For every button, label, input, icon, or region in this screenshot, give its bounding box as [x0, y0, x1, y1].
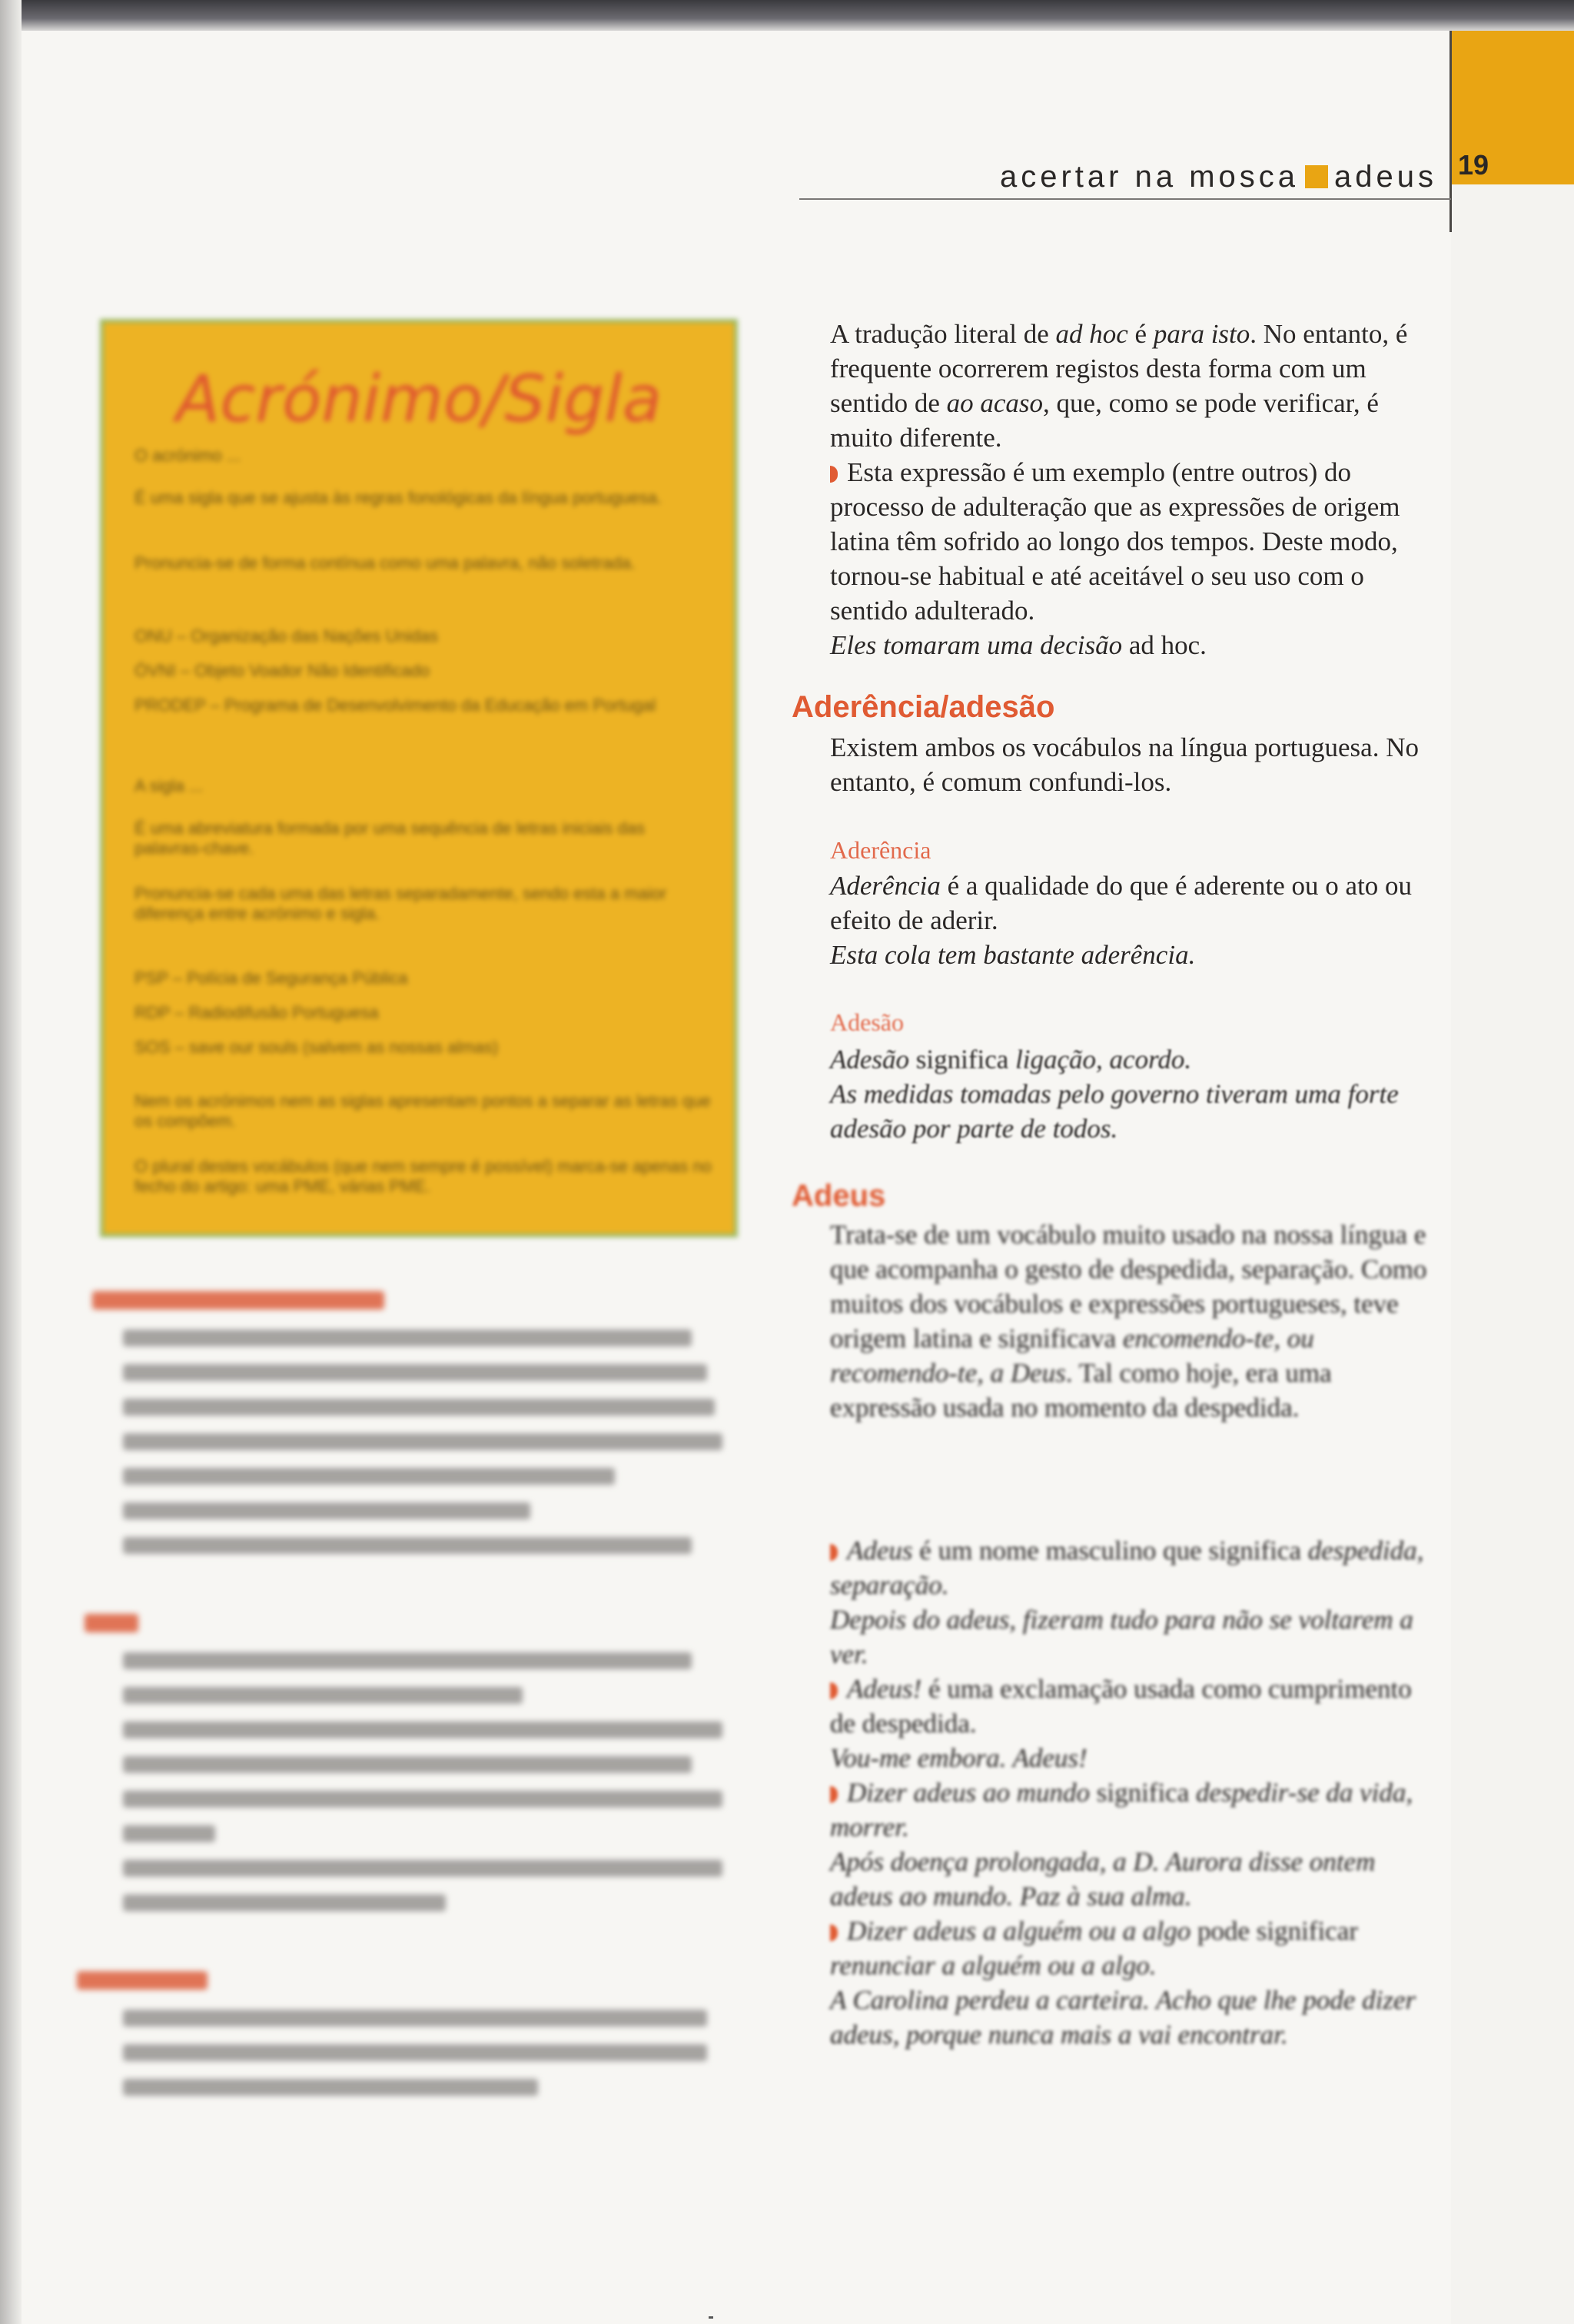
text-line — [123, 1894, 446, 1911]
adeus-senses — [830, 1533, 1437, 2052]
adhoc-continuation — [830, 317, 1437, 662]
text: é a qualidade do que é aderente ou o ato ou efeito de aderir. — [830, 871, 1413, 935]
running-head-right: adeus — [1334, 160, 1437, 194]
text-line — [123, 1364, 707, 1381]
left-column — [77, 1283, 738, 2113]
aderencia-definition — [830, 868, 1437, 972]
example: Após doença prolongada, a D. Aurora disse ontem adeus ao mundo. Paz à sua alma. — [830, 1847, 1376, 1911]
text: é um nome masculino que significa — [912, 1536, 1308, 1565]
term: Dizer adeus — [847, 1916, 977, 1946]
page-number: 19 — [1457, 149, 1489, 181]
text-line — [123, 1860, 722, 1877]
scan-left-shadow — [0, 0, 22, 2324]
text: ligação, acordo. — [1015, 1044, 1192, 1074]
text: renunciar a alguém ou a algo. — [830, 1950, 1157, 1980]
term: Dizer adeus — [847, 1778, 977, 1808]
text: significa — [909, 1044, 1016, 1074]
text-line — [123, 1791, 722, 1808]
text-line — [123, 1721, 722, 1738]
term: Adeus — [847, 1536, 913, 1565]
text: Trata-se de um vocábulo muito usado na nossa língua e que acompanha o gesto de despedida, separação. Como muitos dos vocábulos e expressões portugueses, teve origem latina e significava — [830, 1220, 1427, 1353]
term: para isto — [1153, 319, 1250, 349]
text-line — [123, 2010, 707, 2027]
text-line — [123, 2044, 707, 2061]
tab-rule — [1449, 31, 1452, 232]
text: significa — [1089, 1778, 1196, 1808]
text: é — [1127, 319, 1154, 349]
entry-title-bar — [92, 1291, 384, 1310]
adeus-body — [830, 1217, 1437, 1425]
text: A tradução literal de — [830, 319, 1056, 349]
term: a alguém ou a algo — [976, 1916, 1191, 1946]
pointer-marker-icon — [830, 466, 838, 483]
box-acronimo-rule1: É uma sigla que se ajusta às regras fonológicas da língua portuguesa. — [134, 488, 662, 507]
box-acronimo-ex3: PRODEP – Programa de Desenvolvimento da Educação em Portugal — [134, 696, 656, 715]
box-sigla-ex1: PSP – Polícia de Segurança Pública — [134, 968, 408, 988]
subentry-aderencia: Aderência — [830, 836, 931, 864]
example: Depois do adeus, fizeram tudo para não se voltarem a ver. — [830, 1605, 1413, 1669]
example: As medidas tomadas pelo governo tiveram uma forte adesão por parte de todos. — [830, 1079, 1399, 1144]
scan-edge — [0, 0, 1574, 31]
text-line — [123, 1825, 215, 1842]
aderencia-adesao-body — [830, 730, 1437, 799]
entry-title-adeus: Adeus — [792, 1179, 886, 1213]
box-sigla-heading: A sigla ... — [134, 776, 204, 795]
term: Adesão — [830, 1044, 910, 1074]
running-head-left: acertar na mosca — [999, 160, 1300, 194]
example: Vou-me embora. Adeus! — [830, 1743, 1088, 1773]
text-line — [123, 1652, 692, 1669]
square-bullet-icon — [1305, 165, 1328, 188]
text-line — [123, 1468, 615, 1485]
term: ao mundo — [976, 1778, 1090, 1808]
term: Adeus! — [847, 1674, 922, 1704]
text: é uma exclamação usada como cumprimento de despedida. — [830, 1674, 1412, 1738]
text: Esta expressão é um exemplo (entre outros) do processo de adulteração que as expressões de origem latina têm sofrido ao longo dos tempos. Deste modo, tornou-se habitual e até aceitável o seu uso com o sentido adulterado. — [830, 457, 1400, 626]
text-line — [123, 1399, 715, 1416]
adhoc-note — [830, 455, 1437, 628]
box-title: Acrónimo/Sigla — [175, 361, 662, 437]
subentry-adesao: Adesão — [830, 1008, 904, 1036]
text: despedida, separação. — [830, 1536, 1424, 1600]
term: Aderência — [830, 871, 941, 901]
text: ad hoc. — [1122, 630, 1207, 660]
entry-title-aderencia-adesao: Aderência/adesão — [792, 690, 1055, 724]
text-line — [123, 1502, 530, 1519]
box-note1: Nem os acrónimos nem as siglas apresentam pontos a separar as letras que os compõem. — [134, 1091, 711, 1130]
entry-acusar-title — [77, 1283, 161, 1291]
term: encomendo-te, ou recomendo-te, a Deus — [830, 1323, 1314, 1388]
box-note2: O plural destes vocábulos (que nem sempre é possível) marca-se apenas no fecho do artigo: uma PME, várias PME. — [134, 1157, 712, 1196]
text: Existem ambos os vocábulos na língua portuguesa. No entanto, é comum confundi-los. — [830, 732, 1419, 797]
acronym-sigla-box — [100, 319, 738, 1237]
text-line — [123, 1756, 692, 1773]
header-rule — [799, 198, 1451, 200]
left-column-text — [77, 1283, 738, 1291]
box-acronimo-rule2: Pronuncia-se de forma contínua como uma palavra, não soletrada. — [134, 553, 636, 573]
entry-title-bar — [77, 1971, 208, 1990]
text: . No entanto, é frequente ocorrerem registos desta forma com um sentido de — [830, 319, 1408, 418]
box-sigla-rule1: É uma abreviatura formada por uma sequência de letras iniciais das palavras-chave. — [134, 818, 646, 858]
text-line — [123, 2079, 538, 2096]
adhoc-body — [830, 317, 1437, 455]
text: . Tal como hoje, era uma expressão usada no momento da despedida. — [830, 1358, 1332, 1423]
term: ao acaso — [946, 388, 1044, 418]
entry-acusar-body — [77, 1283, 737, 1291]
text-line — [123, 1537, 692, 1554]
box-acronimo-heading: O acrónimo ... — [134, 446, 241, 465]
adesao-definition — [830, 1042, 1437, 1146]
example: A Carolina perdeu a carteira. Acho que lhe pode dizer adeus, porque nunca mais a vai encontrar. — [830, 1985, 1416, 2050]
text: , que, como se pode verificar, é muito diferente. — [830, 388, 1379, 453]
example: Esta cola tem bastante aderência. — [830, 940, 1196, 970]
term: ad hoc — [1055, 319, 1128, 349]
box-acronimo-ex1: ONU – Organização das Nações Unidas — [134, 626, 438, 646]
pointer-marker-icon — [830, 1682, 838, 1699]
entry-title-bar — [85, 1614, 138, 1632]
text-line — [123, 1433, 722, 1450]
pointer-marker-icon — [830, 1924, 838, 1941]
box-sigla-ex2: RDP – Radiodifusão Portuguesa — [134, 1003, 379, 1022]
box-sigla-ex3: SOS – save our souls (salvem as nossas almas) — [134, 1038, 499, 1057]
box-acronimo-ex2: ÓVNI – Objeto Voador Não Identificado — [134, 661, 430, 680]
text-line — [123, 1687, 523, 1704]
pointer-marker-icon — [830, 1786, 838, 1803]
text: despedir-se da vida, morrer. — [830, 1778, 1413, 1842]
text-line — [123, 1330, 692, 1346]
text: Eles tomaram uma decisão — [830, 630, 1123, 660]
running-head — [907, 154, 1437, 200]
bottom-mark — [709, 2316, 713, 2319]
pointer-marker-icon — [830, 1544, 838, 1561]
box-sigla-rule2: Pronuncia-se cada uma das letras separadamente, sendo esta a maior diferença entre acrónimo e sigla. — [134, 884, 667, 923]
text: pode significar — [1190, 1916, 1358, 1946]
adhoc-example — [830, 628, 1437, 662]
